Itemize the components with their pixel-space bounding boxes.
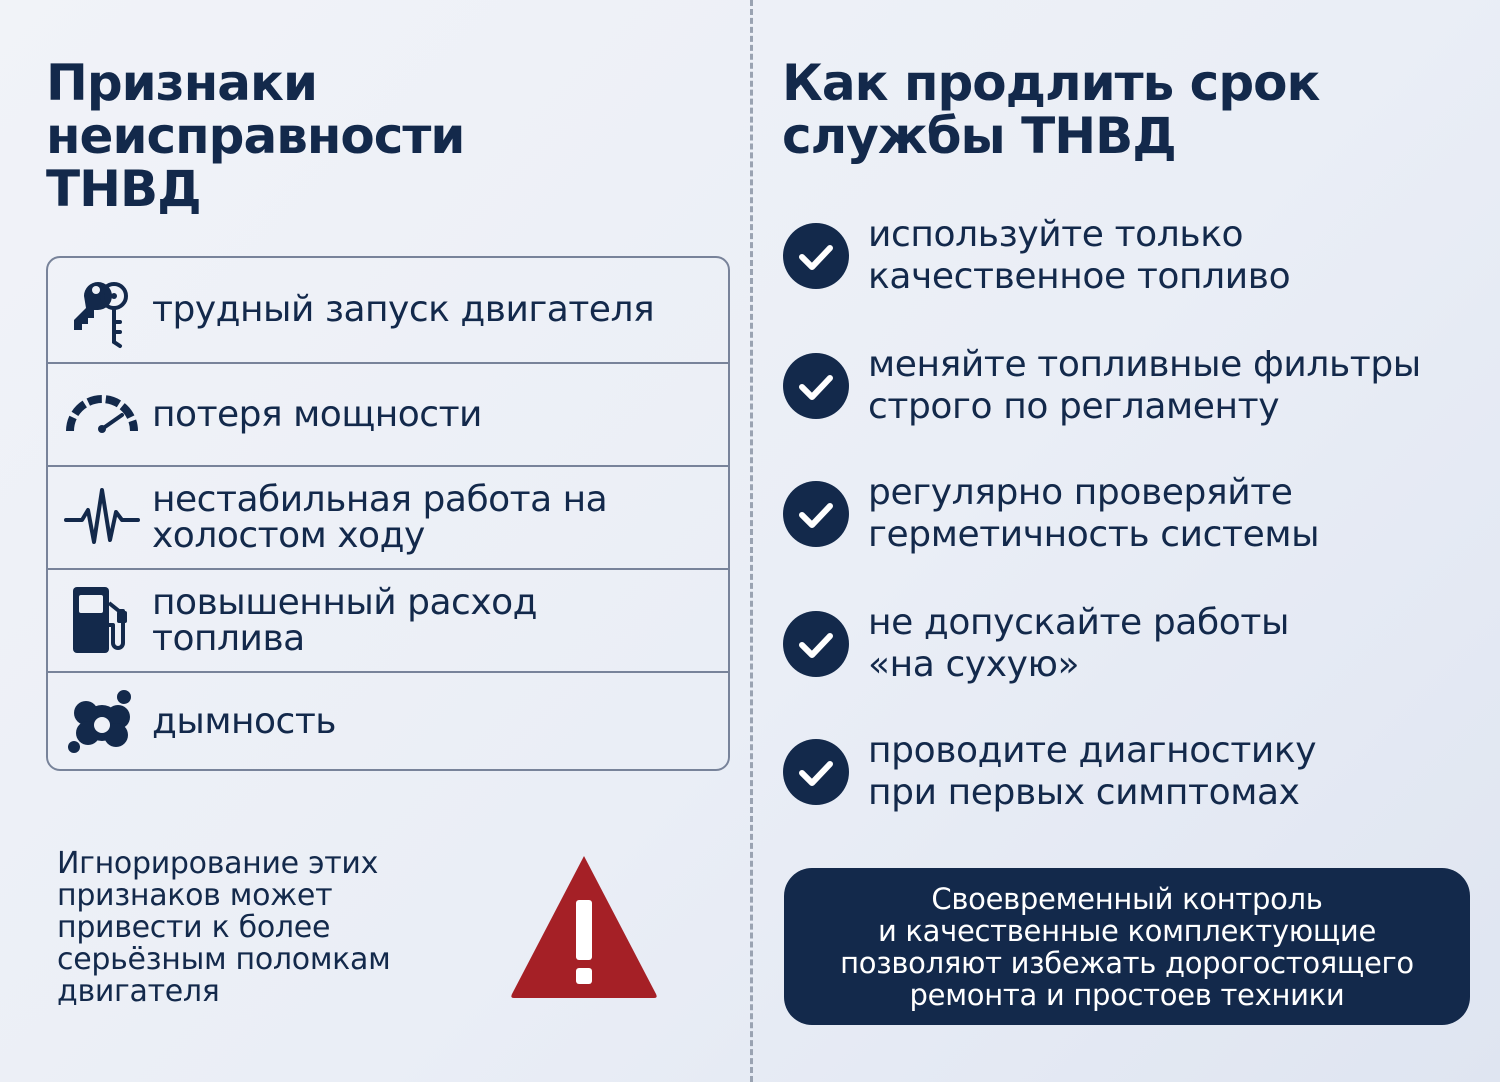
key-icon <box>62 270 142 350</box>
fuel-pump-icon <box>62 585 142 657</box>
symptom-label: дымность <box>152 701 337 742</box>
symptom-row <box>48 258 728 362</box>
check-icon <box>782 480 850 548</box>
tip-text: не допускайте работы «на сухую» <box>868 602 1289 685</box>
symptoms-table <box>46 256 730 771</box>
check-icon <box>782 222 850 290</box>
warning-text: Игнорирование этих признаков может привести к более серьёзным поломкам двигателя <box>57 846 391 1009</box>
check-icon <box>782 738 850 806</box>
check-icon <box>782 610 850 678</box>
symptom-row <box>48 465 728 569</box>
smoke-icon <box>62 687 142 757</box>
summary-note-text: Своевременный контроль и качественные комплектующие позволяют избежать дорогостоящего ремонта и простоев техники <box>840 881 1414 1012</box>
pulse-icon <box>62 486 142 550</box>
symptoms-heading: Признаки неисправности ТНВД <box>46 54 465 218</box>
list-item <box>782 344 1421 428</box>
list-item <box>782 214 1290 298</box>
symptom-label: повышенный расход топлива <box>152 582 538 659</box>
symptom-row <box>48 671 728 771</box>
check-icon <box>782 352 850 420</box>
tip-text: проводите диагностику при первых симптомах <box>868 730 1317 813</box>
tip-text: используйте только качественное топливо <box>868 214 1291 297</box>
center-divider <box>750 0 753 1082</box>
tip-text: меняйте топливные фильтры строго по регламенту <box>868 344 1421 427</box>
symptom-label: потеря мощности <box>152 394 482 435</box>
list-item <box>782 730 1316 814</box>
speedometer-icon <box>62 393 142 437</box>
list-item <box>782 472 1319 556</box>
warning-triangle-icon <box>508 852 660 1006</box>
symptom-label: нестабильная работа на холостом ходу <box>152 479 608 556</box>
symptom-row <box>48 568 728 672</box>
list-item <box>782 602 1289 686</box>
tip-text: регулярно проверяйте герметичность системы <box>868 472 1320 555</box>
summary-note <box>784 868 1470 1025</box>
tips-heading: Как продлить срок службы ТНВД <box>782 54 1320 165</box>
symptom-row <box>48 362 728 466</box>
symptom-label: трудный запуск двигателя <box>152 289 655 330</box>
